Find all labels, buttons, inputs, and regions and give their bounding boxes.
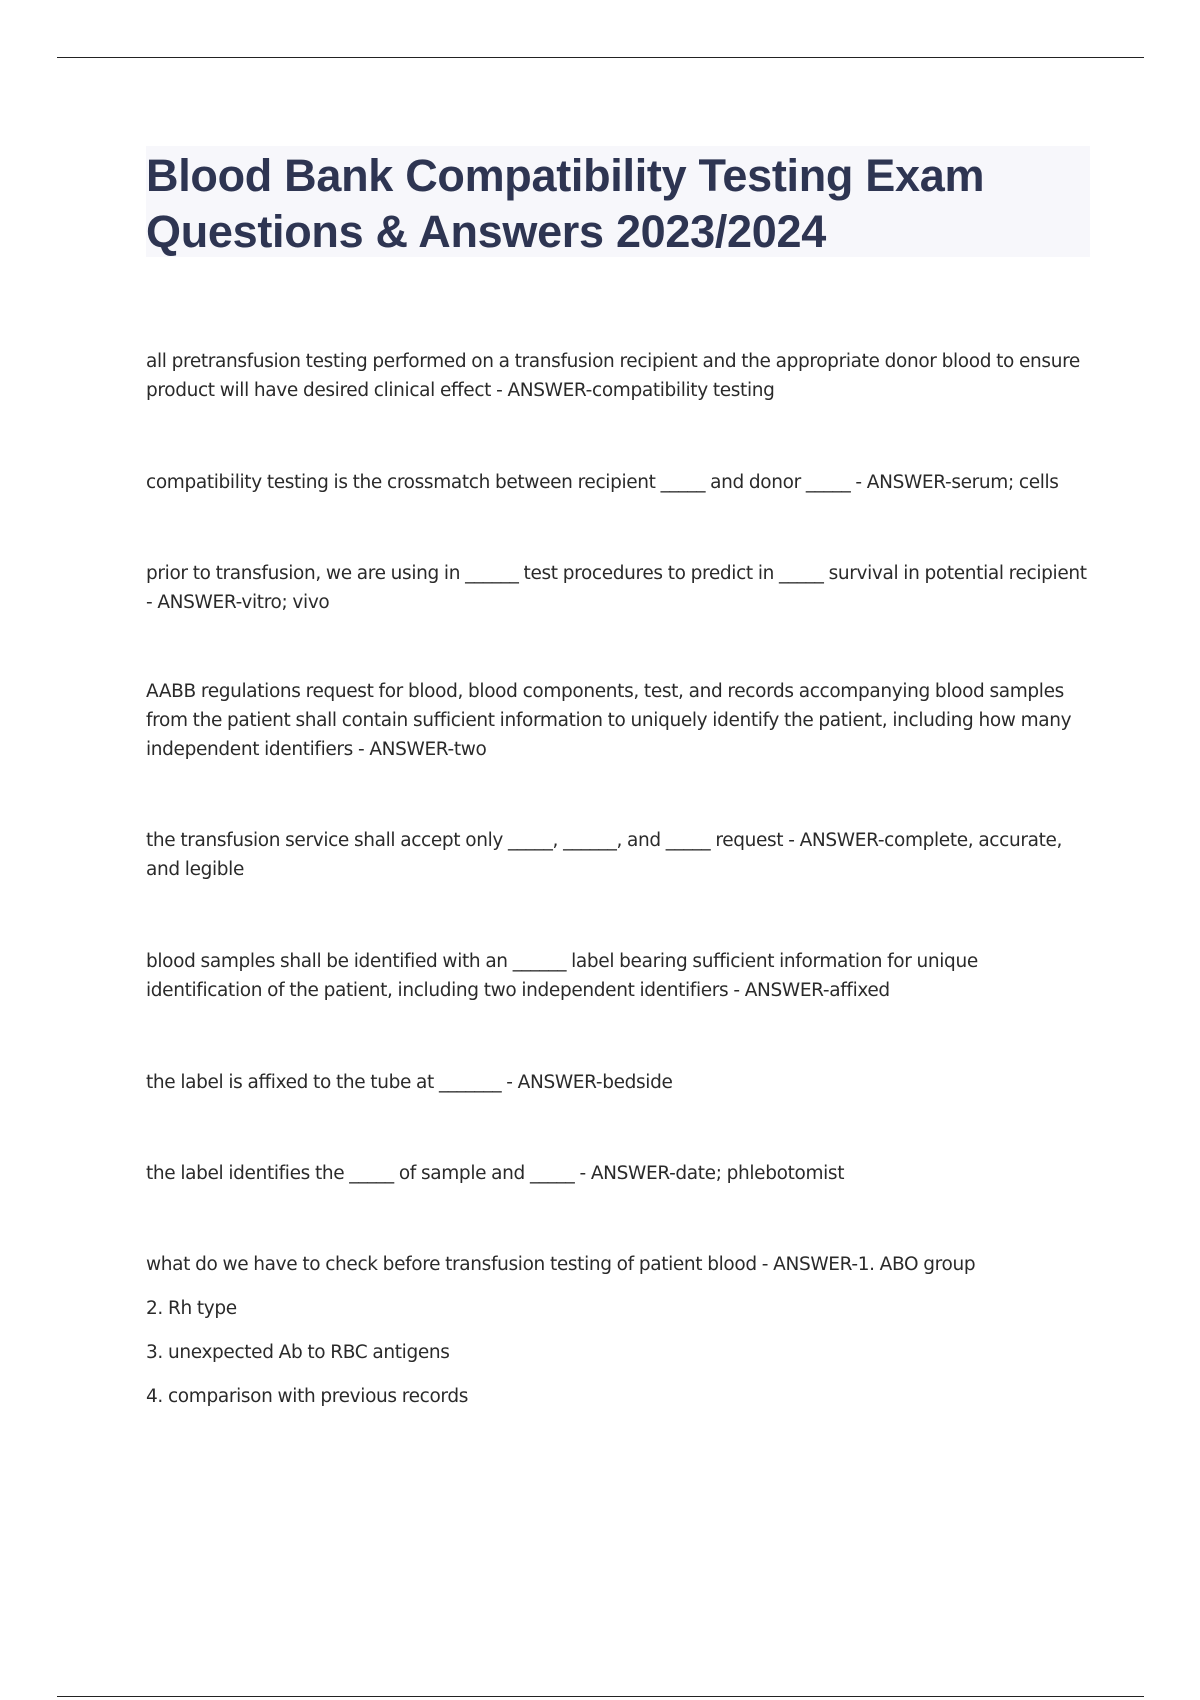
qa-text: all pretransfusion testing performed on a transfusion recipient and the appropriate donor blood to ensure product will have desired clinical effect - ANSWER-compatibility testing <box>146 351 1080 401</box>
qa-item <box>146 826 1096 884</box>
qa-text: the transfusion service shall accept only _____, ______, and _____ request - ANSWER-complete, accurate, and legible <box>146 830 1063 880</box>
qa-item <box>146 947 1096 1005</box>
document-title: Blood Bank Compatibility Testing Exam Questions & Answers 2023/2024 <box>146 150 985 257</box>
qa-item <box>146 468 1096 497</box>
qa-text: compatibility testing is the crossmatch between recipient _____ and donor _____ - ANSWER-serum; cells <box>146 472 1059 493</box>
qa-item <box>146 1159 1096 1188</box>
answer-line: 3. unexpected Ab to RBC antigens <box>146 1342 450 1363</box>
qa-item <box>146 1068 1096 1097</box>
bottom-rule <box>57 1696 1144 1697</box>
top-rule <box>57 57 1144 58</box>
answer-line: 4. comparison with previous records <box>146 1386 469 1407</box>
qa-text: what do we have to check before transfusion testing of patient blood - ANSWER-1. ABO group <box>146 1254 976 1275</box>
qa-text: blood samples shall be identified with an ______ label bearing sufficient information for unique identification of the patient, including two independent identifiers - ANSWER-affixed <box>146 951 978 1001</box>
qa-text: AABB regulations request for blood, blood components, test, and records accompanying blood samples from the patient shall contain sufficient information to uniquely identify the patient, including how many independent identifiers - ANSWER-two <box>146 681 1072 760</box>
qa-item <box>146 1250 1096 1411</box>
qa-text: prior to transfusion, we are using in ______ test procedures to predict in _____ survival in potential recipient - ANSWER-vitro; vivo <box>146 563 1087 613</box>
qa-item <box>146 677 1096 764</box>
qa-text: the label is affixed to the tube at _______ - ANSWER-bedside <box>146 1072 673 1093</box>
title-banner <box>146 146 1090 257</box>
answer-line: 2. Rh type <box>146 1298 237 1319</box>
qa-item <box>146 559 1096 617</box>
qa-item <box>146 347 1096 405</box>
qa-text: the label identifies the _____ of sample and _____ - ANSWER-date; phlebotomist <box>146 1163 845 1184</box>
